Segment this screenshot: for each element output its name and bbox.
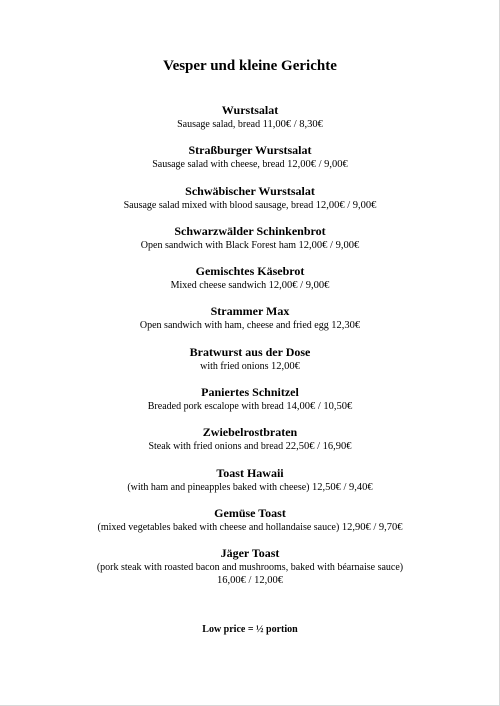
menu-item-gemuese-toast bbox=[0, 506, 500, 546]
item-desc-text: with fried onions bbox=[200, 360, 269, 372]
menu-item-wurstsalat bbox=[0, 103, 500, 143]
item-price: 12,90€ / 9,70€ bbox=[341, 521, 403, 533]
menu-item-zwiebelrostbraten bbox=[0, 425, 500, 465]
item-name: Strammer Max bbox=[210, 304, 290, 319]
portion-note: Low price = ½ portion bbox=[202, 624, 298, 635]
item-description bbox=[0, 118, 500, 131]
item-price: 11,00€ / 8,30€ bbox=[262, 119, 323, 130]
menu-item-toast-hawaii bbox=[0, 466, 500, 506]
item-name: Straßburger Wurstsalat bbox=[188, 143, 312, 158]
item-name: Schwäbischer Wurstsalat bbox=[185, 183, 315, 198]
item-desc-text: Open sandwich with ham, cheese and fried egg bbox=[139, 320, 329, 332]
item-price: 12,00€ bbox=[270, 360, 300, 372]
item-description bbox=[0, 239, 500, 252]
item-price bbox=[0, 574, 500, 587]
item-price: 12,00€ / 9,00€ bbox=[268, 280, 330, 292]
item-name: Paniertes Schnitzel bbox=[201, 385, 299, 400]
item-name: Gemischtes Käsebrot bbox=[195, 264, 305, 279]
item-price-text: 16,00€ / 12,00€ bbox=[217, 575, 283, 587]
item-desc-text: Sausage salad with cheese, bread bbox=[152, 159, 285, 171]
item-name: Schwarzwälder Schinkenbrot bbox=[174, 223, 326, 238]
menu-item-paniertes-schnitzel bbox=[0, 385, 500, 425]
item-description bbox=[0, 521, 500, 534]
item-price: 12,00€ / 9,00€ bbox=[298, 239, 360, 251]
item-description: (pork steak with roasted bacon and mushrooms, baked with béarnaise sauce) bbox=[96, 562, 404, 574]
item-desc-text: Sausage salad mixed with blood sausage, bread bbox=[123, 199, 314, 211]
item-desc-text: (mixed vegetables baked with cheese and hollandaise sauce) bbox=[97, 521, 340, 533]
item-description bbox=[0, 319, 500, 332]
menu-item-schwaebischer-wurstsalat bbox=[0, 184, 500, 224]
item-desc-text: Sausage salad, bread bbox=[177, 119, 261, 130]
page-title: Vesper und kleine Gerichte bbox=[163, 58, 337, 74]
item-desc-text: (with ham and pineapples baked with cheese) bbox=[127, 481, 310, 493]
item-price: 12,30€ bbox=[331, 320, 361, 332]
item-name: Wurstsalat bbox=[221, 103, 279, 117]
menu-item-gemischtes-kaesebrot bbox=[0, 264, 500, 304]
item-description bbox=[0, 440, 500, 453]
item-description bbox=[0, 360, 500, 373]
menu-list bbox=[0, 103, 500, 590]
item-description bbox=[0, 158, 500, 171]
item-desc-text: Open sandwich with Black Forest ham bbox=[140, 239, 297, 251]
item-price: 22,50€ / 16,90€ bbox=[285, 441, 352, 453]
menu-item-jaeger-toast bbox=[0, 546, 500, 590]
item-description bbox=[0, 481, 500, 494]
item-price: 14,00€ / 10,50€ bbox=[286, 401, 353, 413]
item-price: 12,50€ / 9,40€ bbox=[312, 481, 373, 493]
item-description bbox=[0, 199, 500, 212]
item-description bbox=[0, 279, 500, 292]
menu-item-strassburger-wurstsalat bbox=[0, 143, 500, 183]
item-name: Jäger Toast bbox=[220, 546, 280, 561]
menu-item-strammer-max bbox=[0, 304, 500, 344]
item-price: 12,00€ / 9,00€ bbox=[287, 159, 348, 171]
item-desc-text: Breaded pork escalope with bread bbox=[147, 401, 284, 413]
menu-item-bratwurst bbox=[0, 345, 500, 385]
item-desc-text: Mixed cheese sandwich bbox=[170, 280, 267, 292]
item-price: 12,00€ / 9,00€ bbox=[315, 199, 377, 211]
item-name: Toast Hawaii bbox=[216, 465, 284, 480]
item-description bbox=[0, 400, 500, 413]
item-name: Bratwurst aus der Dose bbox=[189, 344, 311, 359]
item-desc-text: Steak with fried onions and bread bbox=[148, 441, 284, 453]
item-name: Gemüse Toast bbox=[214, 505, 286, 520]
item-name: Zwiebelrostbraten bbox=[202, 425, 298, 440]
menu-item-schwarzwaelder-schinkenbrot bbox=[0, 224, 500, 264]
